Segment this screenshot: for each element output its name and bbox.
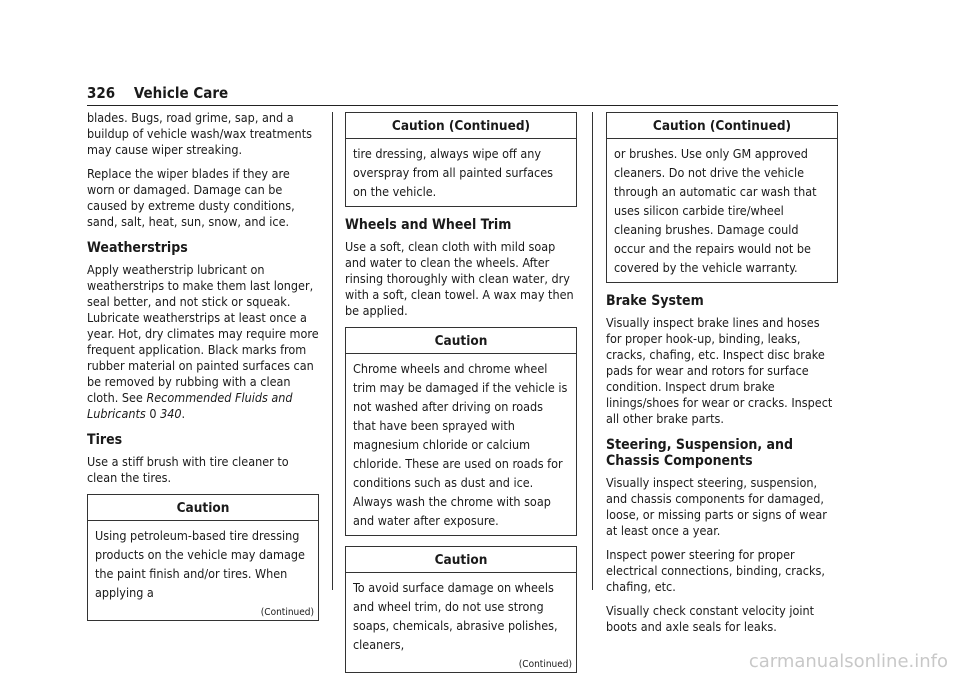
watermark: carmanualsonline.info [748,651,948,672]
steering-paragraph-1: Visually inspect steering, suspension, and chassis components for damaged, loose, or missing parts or signs of wear at least once a year. [606,475,827,538]
weatherstrips-heading: Weatherstrips [87,240,188,256]
wiper-paragraph-1: blades. Bugs, road grime, sap, and a buildup of vehicle wash/wax treatments may cause wiper streaking. [87,110,312,157]
caution-body: or brushes. Use only GM approved cleaners. Do not drive the vehicle through an automatic car wash that uses silicon carbide tire/wheel cleaning brushes. Damage could occur and the repairs would not be covered by the vehicle warranty. [614,146,817,275]
caution-box-continued [606,112,838,283]
weatherstrips-paragraph: Apply weatherstrip lubricant on weatherstrips to make them last longer, seal better, and not stick or squeak. Lubricate weatherstrips at least once a year. Hot, dry climates may require more frequent application. Black marks from rubber material on painted surfaces can be removed by rubbing with a clean cloth. See Recommended Fluids and Lubricants 0 340. [87,262,319,421]
section-title: Vehicle Care [133,84,229,102]
caution-box-chrome [345,327,577,536]
brake-paragraph: Visually inspect brake lines and hoses for proper hook-up, binding, leaks, cracks, chafing, etc. Inspect disc brake pads for wear and rotors for surface condition. Inspect drum brake linings/shoes for wear or cracks. Inspect all other brake parts. [606,315,833,426]
caution-body: To avoid surface damage on wheels and wheel trim, do not use strong soaps, chemicals, abrasive polishes, cleaners, [353,580,558,652]
caution-box-surface-damage [345,546,577,673]
page-reference-icon: 0 [149,406,157,421]
page-header [87,84,838,106]
caution-title: Caution (Continued) [607,113,837,139]
caution-title: Caution [346,547,576,573]
column-right [606,110,838,643]
wiper-paragraph-2: Replace the wiper blades if they are worn or damaged. Damage can be caused by extreme dusty conditions, sand, salt, heat, sun, snow, and ice. [87,166,295,229]
steering-paragraph-3: Visually check constant velocity joint boots and axle seals for leaks. [606,603,815,634]
column-left [87,110,319,631]
caution-box-tire-dressing [87,494,319,621]
caution-title: Caution [346,328,576,354]
caution-body: tire dressing, always wipe off any overspray from all painted surfaces on the vehicle. [353,146,553,199]
continued-label: (Continued) [260,607,314,618]
tires-paragraph: Use a stiff brush with tire cleaner to clean the tires. [87,454,289,485]
caution-body: Using petroleum-based tire dressing products on the vehicle may damage the paint finish and/or tires. When applying a [95,528,305,600]
reference-page-number: 340 [160,406,182,421]
caution-title: Caution (Continued) [346,113,576,139]
caution-body: Chrome wheels and chrome wheel trim may be damaged if the vehicle is not washed after driving on roads that have been sprayed with magnesium chloride or calcium chloride. These are used on roads for conditions such as dust and ice. Always wash the chrome with soap and water after exposure. [353,361,568,528]
steering-paragraph-2: Inspect power steering for proper electrical connections, binding, cracks, chafing, etc. [606,547,825,594]
wheels-paragraph: Use a soft, clean cloth with mild soap and water to clean the wheels. After rinsing thoroughly with clean water, dry with a soft, clean towel. A wax may then be applied. [345,239,574,318]
continued-label: (Continued) [518,659,572,670]
caution-box-continued [345,112,577,207]
page-number: 326 [87,84,116,102]
fluids-lubricants-link[interactable]: Recommended Fluids and Lubricants [87,390,293,421]
wheels-heading: Wheels and Wheel Trim [345,217,512,233]
column-divider [592,112,593,590]
brake-system-heading: Brake System [606,293,704,309]
tires-heading: Tires [87,432,123,448]
caution-title: Caution [88,495,318,521]
column-middle [345,110,577,683]
column-divider [332,112,333,590]
steering-heading: Steering, Suspension, and Chassis Components [606,437,794,469]
